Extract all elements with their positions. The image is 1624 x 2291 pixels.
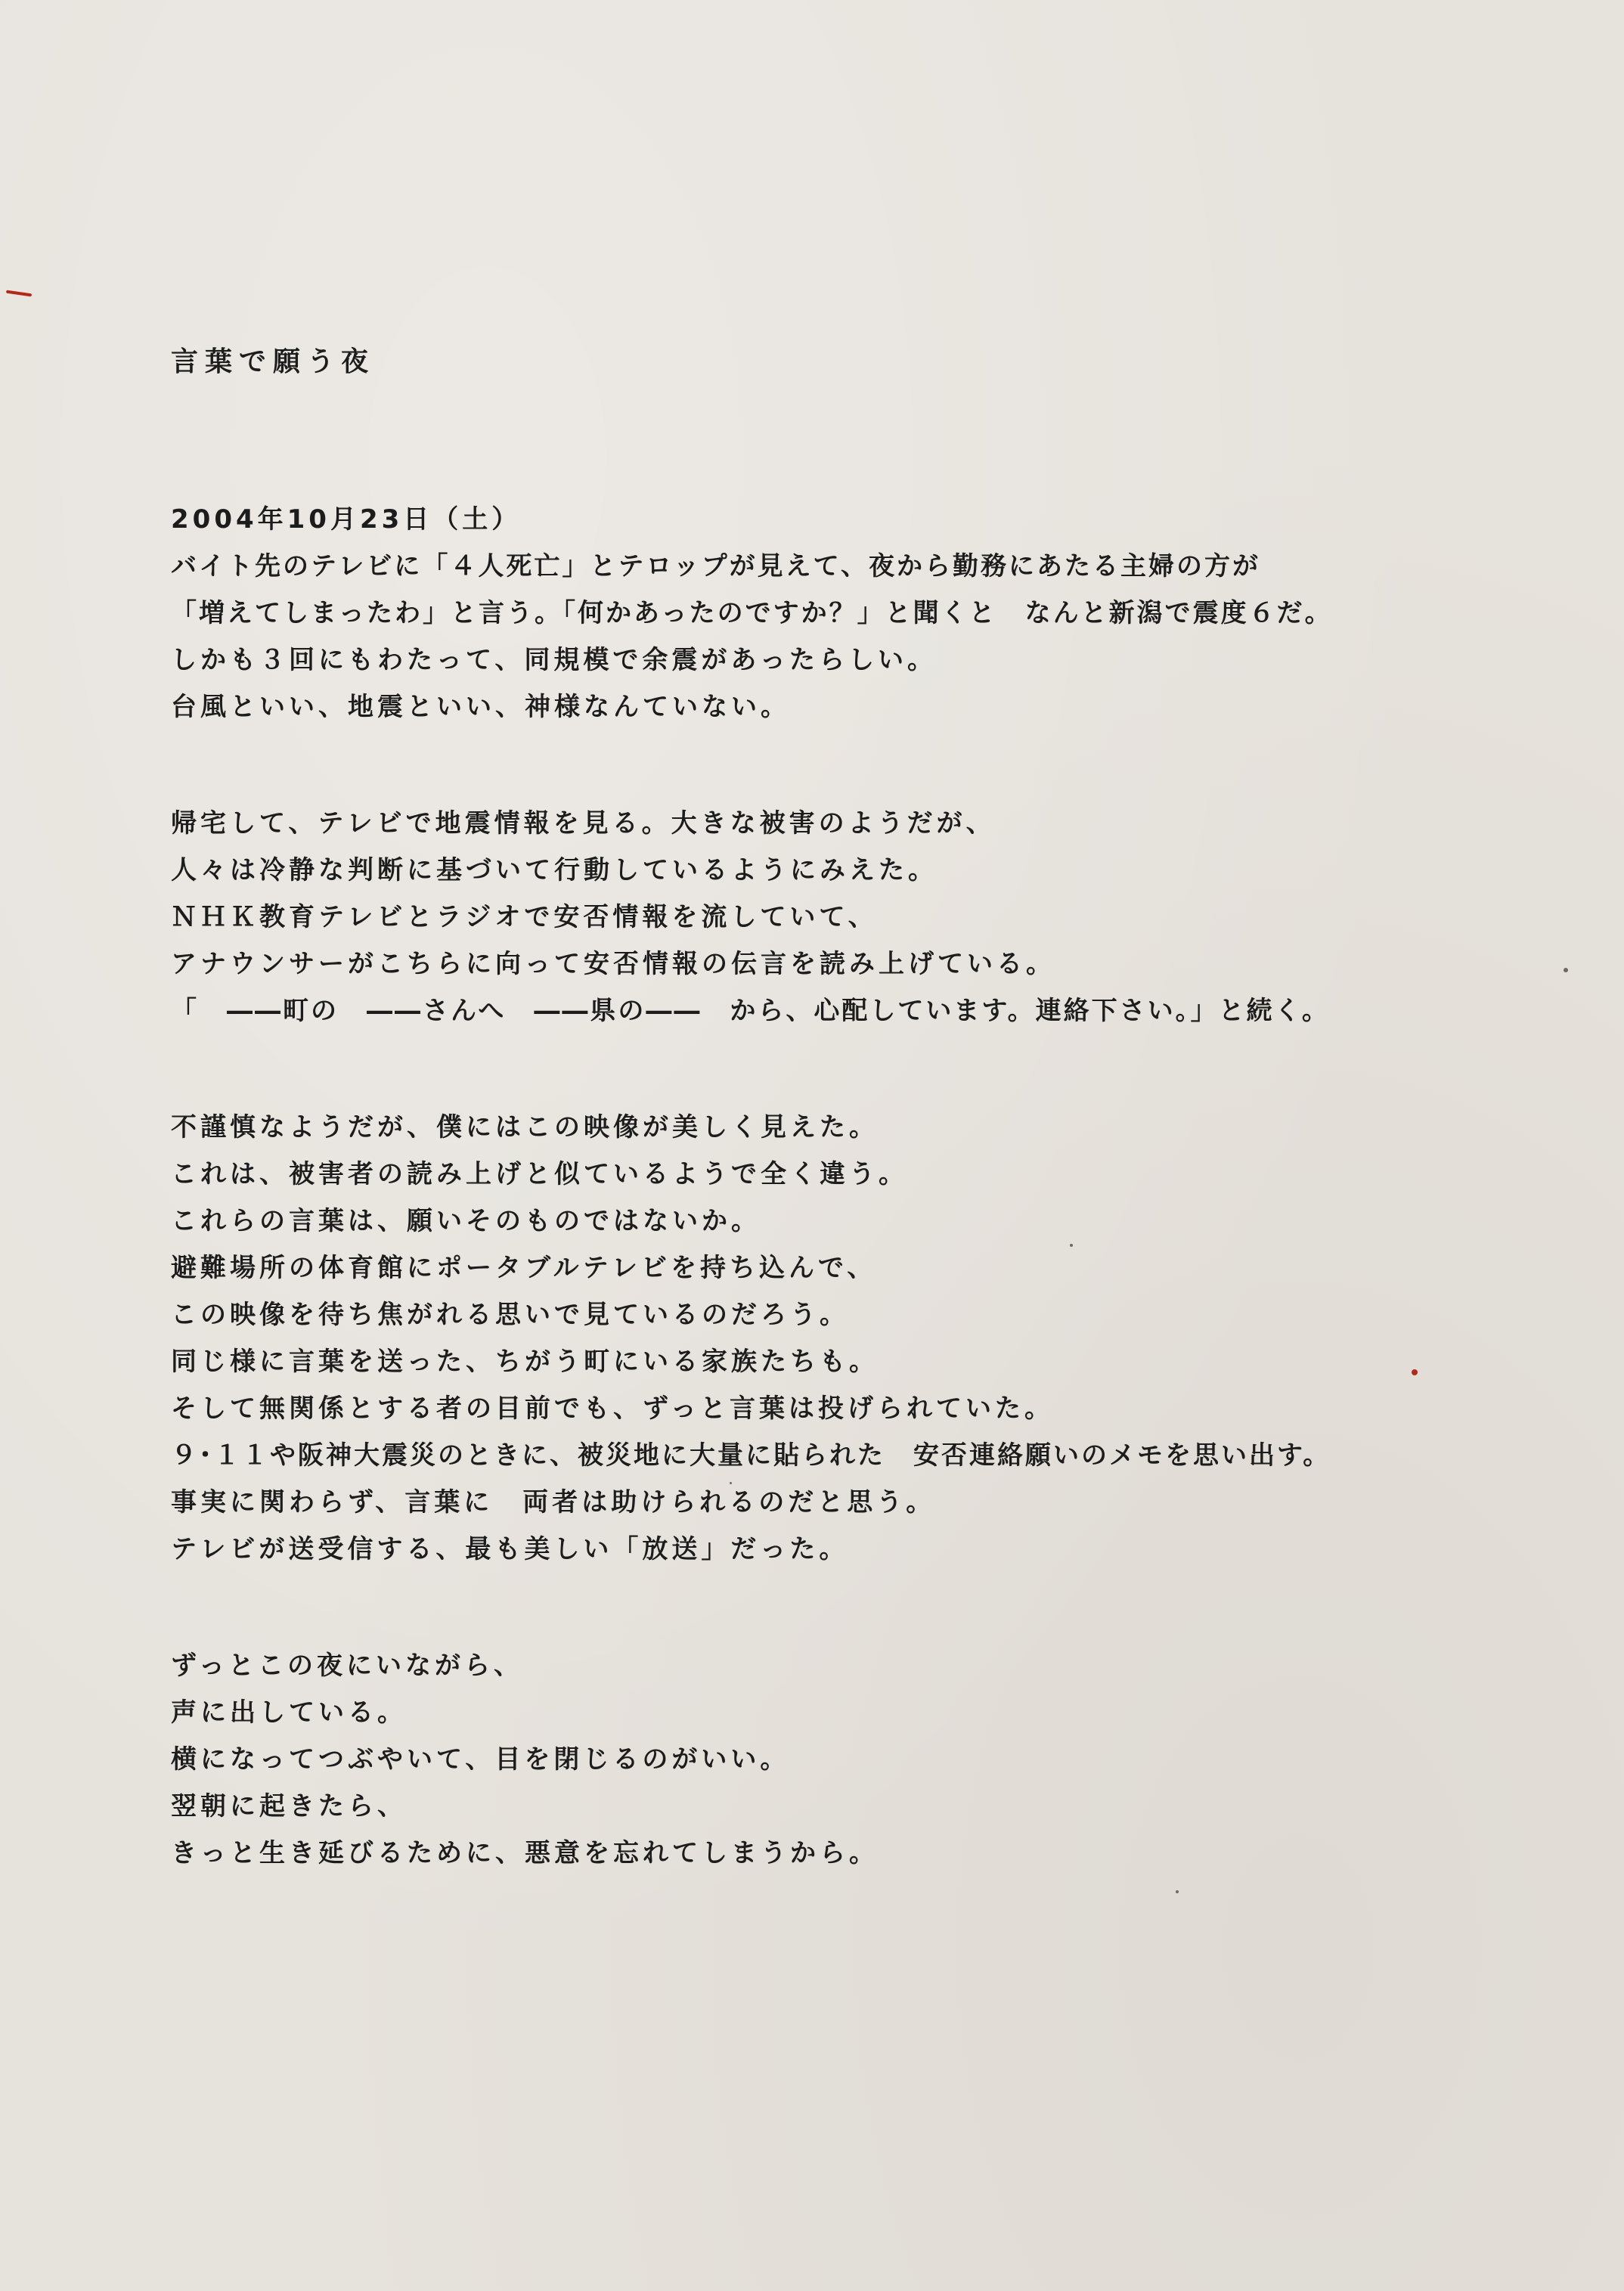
text-line: 声に出している。 xyxy=(171,1697,407,1728)
document-title: 言葉で願う夜 xyxy=(171,346,376,377)
text-line: ９･１１や阪神大震災のときに、被災地に大量に貼られた 安否連絡願いのメモを思い出す。 xyxy=(171,1440,1331,1471)
text-line: この映像を待ち焦がれる思いで見ているのだろう。 xyxy=(171,1300,849,1330)
text-line: 「増えてしまったわ」と言う。「何かあったのですか？」と聞くと なんと新潟で震度６だ。 xyxy=(171,598,1333,628)
paragraph xyxy=(171,1642,1333,1877)
paragraph xyxy=(171,1104,1333,1573)
text-line: 翌朝に起きたら、 xyxy=(171,1791,407,1821)
text-line: 同じ様に言葉を送った、ちがう町にいる家族たちも。 xyxy=(171,1347,879,1377)
text-line: 横になってつぶやいて、目を閉じるのがいい。 xyxy=(171,1744,790,1775)
paragraph-gap xyxy=(171,1573,1333,1642)
paragraph-gap xyxy=(171,730,1333,800)
text-line: しかも３回にもわたって、同規模で余震があったらしい。 xyxy=(171,645,937,675)
text-line: 帰宅して、テレビで地震情報を見る。大きな被害のようだが、 xyxy=(171,808,996,839)
text-line: きっと生き延びるために、悪意を忘れてしまうから。 xyxy=(171,1838,879,1868)
text-line: これらの言葉は、願いそのものではないか。 xyxy=(171,1206,761,1236)
text-line: 不謹慎なようだが、僕にはこの映像が美しく見えた。 xyxy=(171,1112,879,1142)
text-line: 人々は冷静な判断に基づいて行動しているようにみえた。 xyxy=(171,855,938,885)
dust-speck xyxy=(1564,968,1568,972)
text-line: アナウンサーがこちらに向って安否情報の伝言を読み上げている。 xyxy=(171,949,1055,979)
text-line: 台風といい、地震といい、神様なんていない。 xyxy=(171,692,790,722)
red-speck xyxy=(1412,1369,1418,1375)
text-line: ずっとこの夜にいながら、 xyxy=(171,1651,523,1681)
text-line: ＮＨＫ教育テレビとラジオで安否情報を流していて、 xyxy=(171,902,878,932)
text-line: 避難場所の体育館にポータブルテレビを持ち込んで、 xyxy=(171,1253,877,1283)
dust-speck xyxy=(1176,1890,1179,1893)
text-line: バイト先のテレビに「４人死亡」とテロップが見えて、夜から勤務にあたる主婦の方が xyxy=(171,551,1260,581)
text-line: テレビが送受信する、最も美しい「放送」だった。 xyxy=(171,1534,849,1564)
red-ink-mark xyxy=(6,290,32,297)
document-body xyxy=(171,496,1333,1877)
paragraph-gap xyxy=(171,1034,1333,1104)
text-line: 「 ――町の ――さんへ ――県の―― から、心配しています。連絡下さい。」と続く。 xyxy=(171,996,1330,1026)
text-line: そして無関係とする者の目前でも、ずっと言葉は投げられていた。 xyxy=(171,1394,1054,1424)
text-line: 事実に関わらず、言葉に 両者は助けられるのだと思う。 xyxy=(171,1487,936,1518)
text-line: これは、被害者の読み上げと似ているようで全く違う。 xyxy=(171,1159,908,1189)
paragraph xyxy=(171,800,1333,1034)
text-line-date: 2004年10月23日（土） xyxy=(171,504,522,535)
paragraph xyxy=(171,496,1333,730)
